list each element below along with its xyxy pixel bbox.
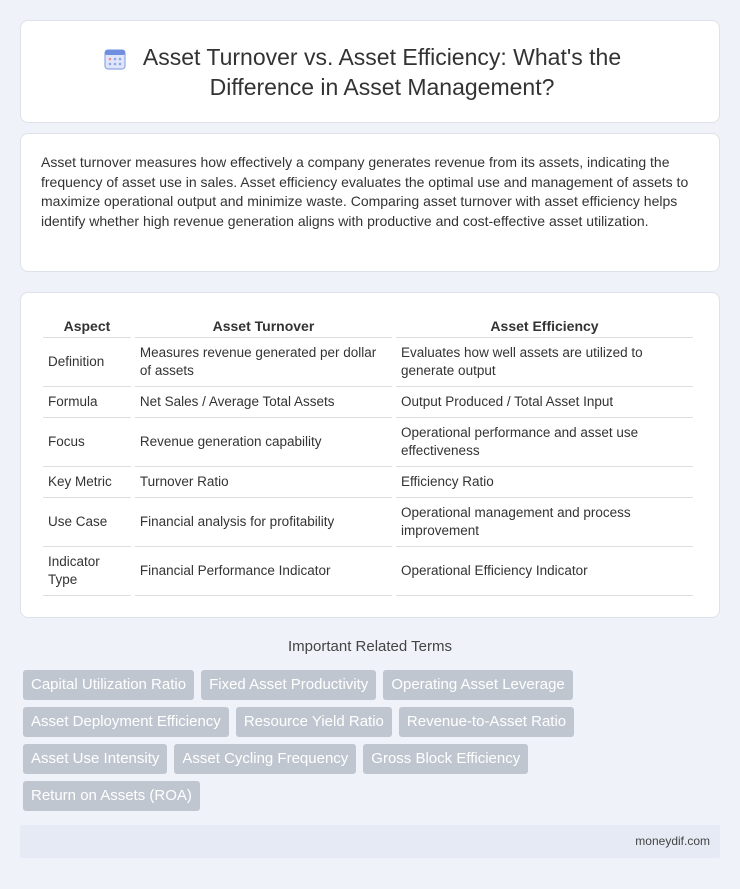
footer <box>20 825 720 858</box>
table-row <box>43 387 693 418</box>
related-term-tag[interactable]: Revenue-to-Asset Ratio <box>399 707 574 737</box>
table-cell: Revenue generation capability <box>135 418 392 467</box>
table-cell: Use Case <box>43 498 131 547</box>
related-term-tag[interactable]: Asset Cycling Frequency <box>174 744 356 774</box>
table-row <box>43 547 693 596</box>
header-asset-efficiency: Asset Efficiency <box>396 313 693 338</box>
page-title-line1: Asset Turnover vs. Asset Efficiency: What's the <box>142 43 622 70</box>
table-cell: Output Produced / Total Asset Input <box>396 387 693 418</box>
table-cell: Financial Performance Indicator <box>135 547 392 596</box>
table-cell: Indicator Type <box>43 547 131 596</box>
related-term-tag[interactable]: Asset Deployment Efficiency <box>23 707 229 737</box>
page-title-line2: Difference in Asset Management? <box>209 73 555 100</box>
related-term-tag[interactable]: Gross Block Efficiency <box>363 744 528 774</box>
intro-card <box>20 133 720 272</box>
comparison-table-card <box>20 292 720 618</box>
table-cell: Key Metric <box>43 467 131 498</box>
table-row <box>43 418 693 467</box>
related-term-tag[interactable]: Asset Use Intensity <box>23 744 167 774</box>
related-terms-list <box>23 670 713 818</box>
related-term-tag[interactable]: Resource Yield Ratio <box>236 707 392 737</box>
related-terms-title: Important Related Terms <box>288 638 452 655</box>
table-header-row <box>43 313 693 338</box>
table-row <box>43 338 693 387</box>
header-asset-turnover: Asset Turnover <box>135 313 392 338</box>
related-term-tag[interactable]: Return on Assets (ROA) <box>23 781 200 811</box>
table-cell: Financial analysis for profitability <box>135 498 392 547</box>
related-term-tag[interactable]: Fixed Asset Productivity <box>201 670 376 700</box>
table-cell: Turnover Ratio <box>135 467 392 498</box>
table-cell: Formula <box>43 387 131 418</box>
page-title <box>119 42 621 102</box>
footer-site[interactable]: moneydif.com <box>635 834 710 848</box>
table-cell: Operational management and process improvement <box>396 498 693 547</box>
related-term-tag[interactable]: Operating Asset Leverage <box>383 670 572 700</box>
table-cell: Evaluates how well assets are utilized to generate output <box>396 338 693 387</box>
table-cell: Operational Efficiency Indicator <box>396 547 693 596</box>
table-cell: Operational performance and asset use effectiveness <box>396 418 693 467</box>
header-aspect: Aspect <box>43 313 131 338</box>
table-row <box>43 467 693 498</box>
intro-text: Asset turnover measures how effectively a company generates revenue from its assets, indicating the frequency of asset use in sales. Asset efficiency evaluates the optimal use and management of assets to maximize operational output and minimize waste. Comparing asset turnover with asset efficiency helps identify whether high revenue generation aligns with productive and cost-effective asset utilization. <box>41 154 689 229</box>
comparison-table <box>39 313 697 596</box>
table-cell: Net Sales / Average Total Assets <box>135 387 392 418</box>
title-card <box>20 20 720 123</box>
table-row <box>43 498 693 547</box>
table-cell: Measures revenue generated per dollar of assets <box>135 338 392 387</box>
related-term-tag[interactable]: Capital Utilization Ratio <box>23 670 194 700</box>
table-cell: Efficiency Ratio <box>396 467 693 498</box>
table-cell: Focus <box>43 418 131 467</box>
table-cell: Definition <box>43 338 131 387</box>
